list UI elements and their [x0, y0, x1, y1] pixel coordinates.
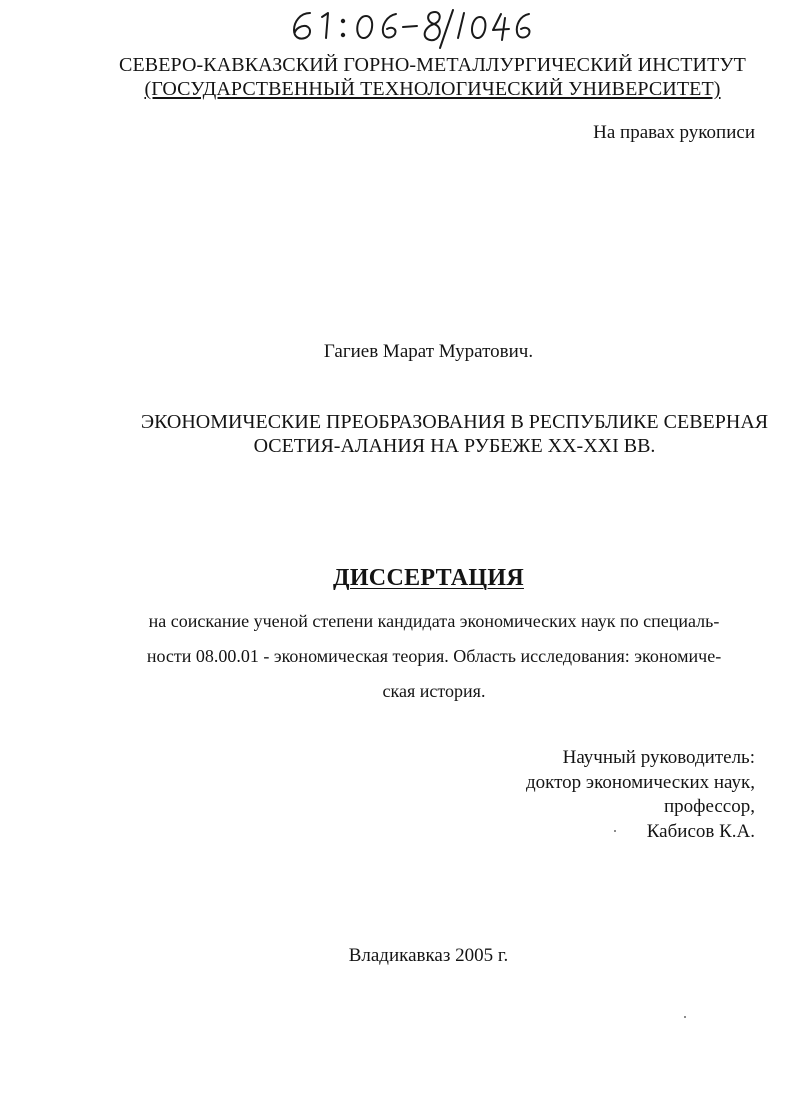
degree-description-line-2: ности 08.00.01 - экономическая теория. Область исследования: экономиче-	[146, 646, 722, 666]
degree-description-line-1: на соискание ученой степени кандидата экономических наук по специаль-	[148, 611, 720, 631]
city-and-year: Владикавказ 2005 г.	[348, 945, 509, 966]
dissertation-title-line-1: ЭКОНОМИЧЕСКИЕ ПРЕОБРАЗОВАНИЯ В РЕСПУБЛИКЕ СЕВЕРНАЯ	[140, 411, 769, 433]
supervisor-name: Кабисов К.А.	[646, 820, 755, 842]
scan-speck	[684, 1016, 686, 1018]
degree-description	[110, 604, 758, 709]
manuscript-rights-note: На правах рукописи	[593, 122, 755, 143]
supervisor-label: Научный руководитель:	[562, 747, 755, 768]
document-type-heading: ДИССЕРТАЦИЯ	[333, 565, 524, 591]
handwritten-code-drawing	[288, 4, 538, 50]
supervisor-rank: профессор,	[663, 796, 755, 817]
institution-subtitle: (ГОСУДАРСТВЕННЫЙ ТЕХНОЛОГИЧЕСКИЙ УНИВЕРСИТЕТ)	[144, 78, 721, 100]
degree-description-line-3: ская история.	[382, 681, 486, 701]
supervisor-degree: доктор экономических наук,	[525, 771, 755, 793]
institution-name: СЕВЕРО-КАВКАЗСКИЙ ГОРНО-МЕТАЛЛУРГИЧЕСКИЙ ИНСТИТУТ	[119, 54, 746, 76]
scan-speck	[614, 830, 616, 832]
dissertation-title-line-2: ОСЕТИЯ-АЛАНИЯ НА РУБЕЖЕ XX-XXI ВВ.	[253, 435, 656, 457]
dissertation-title	[108, 410, 793, 458]
handwritten-archive-code	[288, 4, 538, 50]
supervisor-block	[425, 746, 755, 844]
author-name: Гагиев Марат Муратович.	[323, 341, 534, 362]
